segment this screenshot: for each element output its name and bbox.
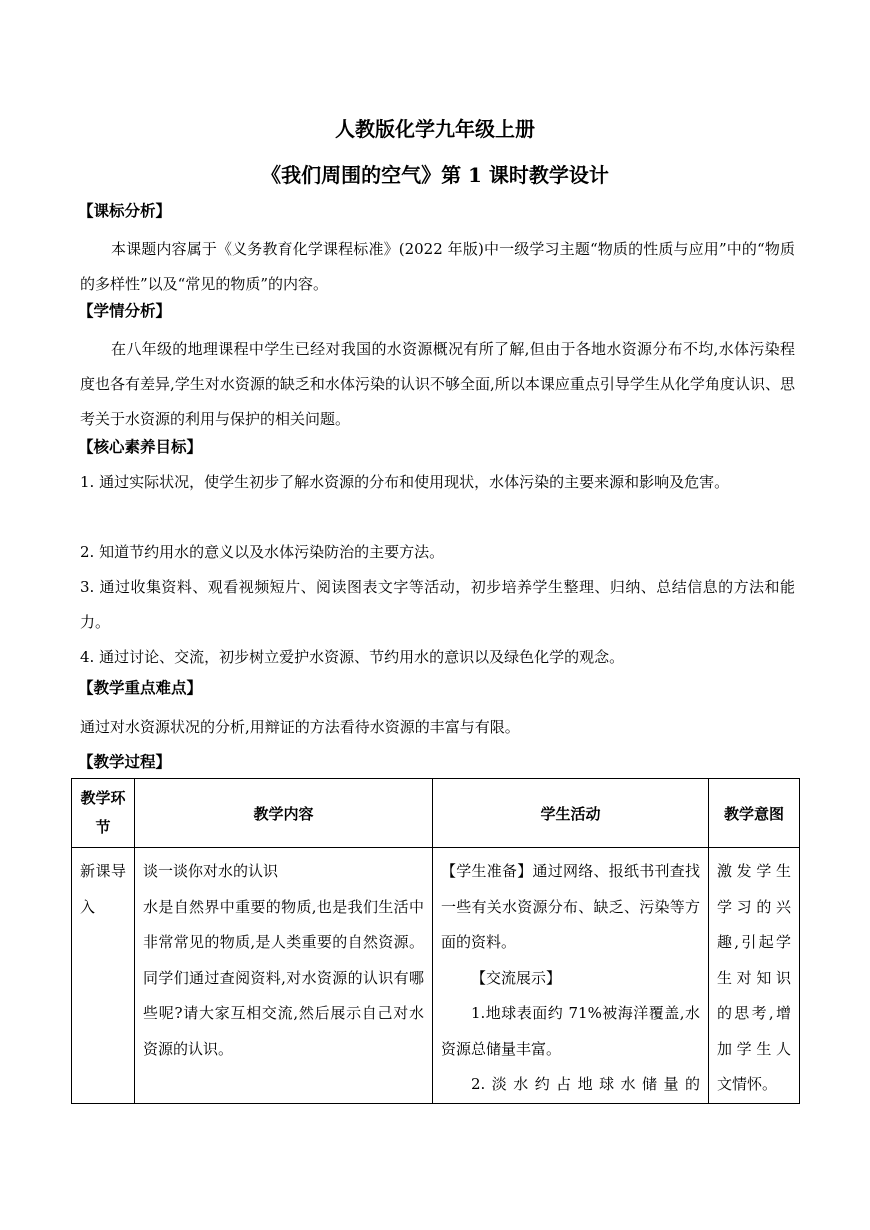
curriculum-heading: 【课标分析】 xyxy=(78,201,172,220)
stage-cell: 新课导入 xyxy=(72,848,135,1104)
column-header-activity: 学生活动 xyxy=(433,779,709,848)
content-cell xyxy=(135,848,433,1104)
keypoints-heading: 【教学重点难点】 xyxy=(78,678,203,697)
goal-item-2: 2. 知道节约用水的意义以及水体污染防治的主要方法。 xyxy=(80,543,445,561)
document-subtitle: 《我们周围的空气》第 1 课时教学设计 xyxy=(261,163,609,187)
goal-item-1: 1. 通过实际状况，使学生初步了解水资源的分布和使用现状，水体污染的主要来源和影响及危害。 xyxy=(80,473,730,491)
process-heading: 【教学过程】 xyxy=(78,752,172,771)
goal-item-3: 3. 通过收集资料、观看视频短片、阅读图表文字等活动，初步培养学生整理、归纳、总结信息的方法和能力。 xyxy=(80,578,795,631)
curriculum-text: 本课题内容属于《义务教育化学课程标准》(2022 年版)中一级学习主题“物质的性质与应用”中的“物质的多样性”以及“常见的物质”的内容。 xyxy=(80,240,795,293)
learner-heading: 【学情分析】 xyxy=(78,301,172,320)
activity-item-2: 2.淡水约占地球水储量的 xyxy=(471,1075,700,1093)
keypoints-text: 通过对水资源状况的分析,用辩证的方法看待水资源的丰富与有限。 xyxy=(80,718,520,736)
goal-item-4: 4. 通过讨论、交流，初步树立爱护水资源、节约用水的意识以及绿色化学的观念。 xyxy=(80,648,625,666)
activity-show-label: 【交流展示】 xyxy=(471,968,562,987)
table-header-row xyxy=(72,779,800,848)
intent-cell: 激发学生学习的兴趣,引起学生对知识的思考,增加学生人文情怀。 xyxy=(709,848,800,1104)
column-header-content: 教学内容 xyxy=(135,779,433,848)
column-header-stage: 教学环节 xyxy=(72,779,135,848)
column-header-intent: 教学意图 xyxy=(709,779,800,848)
learner-text: 在八年级的地理课程中学生已经对我国的水资源概况有所了解,但由于各地水资源分布不均,水体污染程度也各有差异,学生对水资源的缺乏和水体污染的认识不够全面,所以本课应重点引导学生从化学角度认识、思考关于水资源的利用与保护的相关问题。 xyxy=(80,340,795,428)
content-title: 谈一谈你对水的认识 xyxy=(143,862,279,880)
activity-cell xyxy=(433,848,709,1104)
activity-item-1: 1.地球表面约 71%被海洋覆盖,水资源总储量丰富。 xyxy=(441,1004,700,1058)
document-title: 人教版化学九年级上册 xyxy=(335,117,535,141)
activity-prep: 【学生准备】通过网络、报纸书刊查找一些有关水资源分布、缺乏、污染等方面的资料。 xyxy=(441,862,700,951)
content-body: 水是自然界中重要的物质,也是我们生活中非常常见的物质,是人类重要的自然资源。同学们通过查阅资料,对水资源的认识有哪些呢?请大家互相交流,然后展示自己对水资源的认识。 xyxy=(143,897,424,1058)
process-table xyxy=(71,778,800,1104)
goals-heading: 【核心素养目标】 xyxy=(78,437,203,456)
table-row xyxy=(72,848,800,1104)
